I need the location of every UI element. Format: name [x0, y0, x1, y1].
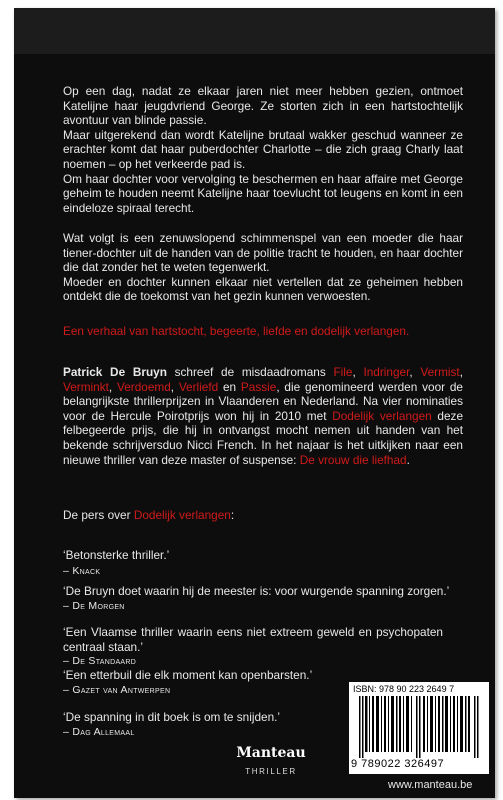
book-back-cover — [14, 8, 495, 798]
separator: , — [108, 379, 117, 394]
blurb-paragraph-2: Maar uitgerekend dan wordt Katelijne brutaal wakker geschud wanneer ze erachter komt dat haar puberdochter Charlotte – die zich graag Charly laat noemen – op het verkeerde pad is. — [63, 127, 463, 171]
award-book-title: Dodelijk verlangen — [332, 408, 432, 423]
separator: , — [352, 365, 364, 379]
separator: , — [459, 365, 463, 379]
bio-text-3: deze felbegeerde prijs, die hij in ontvangst mocht nemen uit handen van het bekende schrijversduo Nicci French. In het najaar is het uitkijken naar een nieuwe thriller van deze master of suspense: — [63, 408, 464, 467]
separator: , — [409, 365, 421, 379]
blurb-paragraph-1: Op een dag, nadat ze elkaar jaren niet meer hebben gezien, ontmoet Katelijne haar jeugdvriend George. Ze storten zich in een hartstochtelijk avontuur van blinde passie. — [63, 84, 463, 128]
author-bio — [63, 365, 463, 467]
blurb-section-2 — [63, 231, 463, 304]
quote-source: – Dag Allemaal — [63, 725, 135, 738]
publisher-name: Manteau — [236, 745, 306, 761]
book-title: Verliefd — [178, 379, 219, 394]
tagline: Een verhaal van hartstocht, begeerte, liefde en dodelijk verlangen. — [63, 324, 410, 338]
quote-source: – Gazet van Antwerpen — [63, 683, 171, 696]
bio-text-1: schreef de misdaadromans — [166, 365, 334, 379]
bio-text-4: . — [406, 452, 410, 467]
quote-text: ‘Een Vlaamse thriller waarin eens niet extreem geweld en psychopaten centraal staan.’ — [63, 625, 443, 654]
book-title: Vermist — [420, 365, 460, 379]
quote-text: ‘De spanning in dit boek is om te snijden.’ — [63, 710, 281, 724]
press-quote-3 — [63, 625, 443, 669]
quote-source: – Knack — [63, 564, 101, 577]
barcode-box — [349, 682, 489, 774]
book-title: Passie — [240, 379, 277, 394]
blurb-paragraph-4: Wat volgt is een zenuwslopend schimmenspel van een moeder die haar tiener-dochter uit de handen van de politie tracht te houden, en haar dochter die dat zonder het te weten tegenwerkt. — [63, 231, 463, 275]
barcode-icon — [359, 696, 481, 758]
quote-text: ‘De Bruyn doet waarin hij de meester is: voor wurgende spanning zorgen.’ — [63, 584, 450, 598]
blurb-section — [63, 84, 463, 215]
book-title: Verdoemd — [116, 379, 171, 394]
press-intro-end: : — [230, 508, 235, 522]
book-title: Verminkt — [63, 379, 109, 394]
quote-text: ‘Een etterbuil die elk moment kan openbarsten.’ — [63, 668, 313, 682]
barcode-digits: 9 789022 326497 — [351, 758, 445, 770]
press-intro-book: Dodelijk verlangen — [133, 508, 231, 522]
bio-text-2: , die genomineerd werden voor de belangrijkste thrillerprijzen in Vlaanderen en Nederland. Na vier nominaties voor de Hercule Poirotprijs won hij in 2010 met — [63, 379, 463, 423]
blurb-paragraph-5: Moeder en dochter kunnen elkaar niet vertellen dat ze geheimen hebben ontdekt die de toekomst van het gezin kunnen verwoesten. — [63, 274, 463, 304]
new-book-title: De vrouw die liefhad — [299, 452, 407, 467]
quote-source: – De Morgen — [63, 599, 125, 612]
press-quote-4 — [63, 668, 343, 697]
separator: , — [170, 379, 179, 394]
publisher-logo — [236, 745, 306, 776]
press-quote-2 — [63, 584, 463, 613]
press-quote-5 — [63, 710, 343, 739]
top-band — [14, 8, 495, 54]
blurb-paragraph-3: Om haar dochter voor vervolging te beschermen en haar affaire met George geheim te houden neemt Katelijne haar toevlucht tot leugens en komt in een eindeloze spiraal terecht. — [63, 171, 463, 215]
publisher-url: www.manteau.be — [388, 779, 473, 791]
separator: en — [218, 379, 241, 394]
isbn-label: ISBN: 978 90 223 2649 7 — [353, 684, 455, 694]
book-title: File — [333, 365, 353, 379]
press-intro-text: De pers over — [63, 508, 134, 522]
publisher-imprint: THRILLER — [245, 767, 297, 776]
quote-source: – De Standaard — [63, 655, 137, 668]
author-name: Patrick De Bruyn — [63, 365, 167, 379]
quote-text: ‘Betonsterke thriller.’ — [63, 548, 170, 562]
book-title: Indringer — [363, 365, 410, 379]
press-intro — [63, 508, 463, 523]
press-quote-1 — [63, 548, 463, 578]
